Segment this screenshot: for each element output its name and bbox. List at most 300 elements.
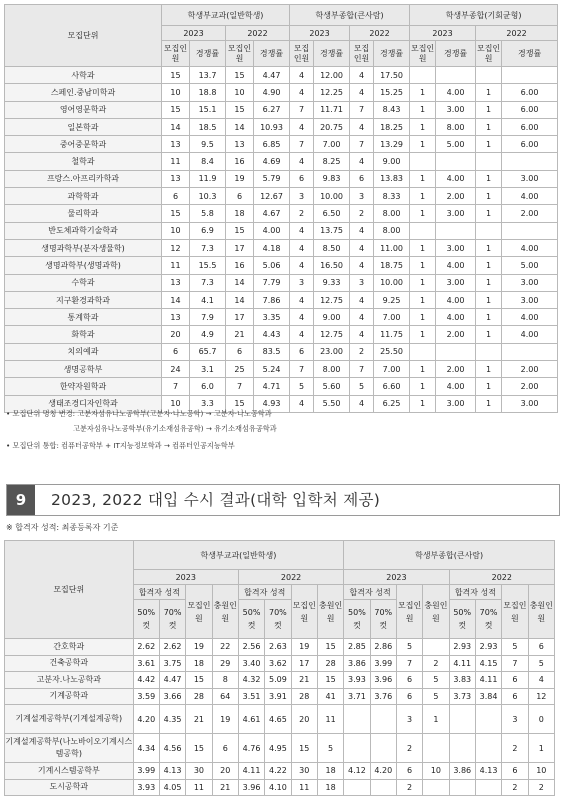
group-header: 학생부교과(일반학생) [162,5,290,26]
p70-header: 70%컷 [159,600,185,639]
table-cell: 1 [476,309,502,326]
table-cell [436,153,476,170]
table-cell: 14 [226,274,254,291]
table-cell: 1 [410,378,436,395]
table-cell: 4.00 [254,222,290,239]
table-row [5,170,558,187]
table-cell: 15 [162,205,190,222]
table-cell [410,222,436,239]
table-cell [449,779,475,796]
table-cell: 6.00 [502,136,558,153]
mojip-header: 모집인원 [396,585,422,639]
unit-name: 한약자원학과 [5,378,162,395]
table-cell: 15.1 [190,101,226,118]
score-header: 합격자 성적 [133,585,186,600]
table-cell: 1 [476,395,502,412]
table-cell: 2.56 [238,639,264,656]
table-cell: 4.47 [254,67,290,84]
unit-name: 물리학과 [5,205,162,222]
table-row [5,205,558,222]
table-cell: 28 [186,688,212,705]
table-cell: 1 [476,136,502,153]
table-cell: 1 [410,257,436,274]
table-row [5,779,555,796]
table-cell: 3.51 [238,688,264,705]
table-cell: 2.00 [502,361,558,378]
table-cell: 3.00 [436,205,476,222]
table-cell: 3.00 [436,395,476,412]
table-cell: 4.11 [238,763,264,780]
table-cell: 18.8 [190,84,226,101]
table-cell [449,705,475,734]
table-cell: 19 [186,639,212,656]
table-cell: 18.75 [374,257,410,274]
table-cell: 11.71 [314,101,350,118]
table-row [5,309,558,326]
table-cell: 7 [226,378,254,395]
table-cell: 64 [212,688,238,705]
p50-header: 50%컷 [449,600,475,639]
table-cell: 3.00 [502,395,558,412]
score-header: 합격자 성적 [344,585,397,600]
table-cell: 12 [528,688,554,705]
table-cell: 3.99 [370,655,396,672]
table-cell: 5 [396,639,422,656]
table-cell: 3.00 [502,291,558,308]
table-cell: 13 [162,170,190,187]
table-cell: 19 [291,639,317,656]
table-cell: 4.65 [265,705,291,734]
table-cell: 1 [410,118,436,135]
table-cell: 7.79 [254,274,290,291]
table-cell: 21 [291,672,317,689]
table-cell: 11 [317,705,343,734]
table-cell: 8.00 [436,118,476,135]
table-cell: 8.00 [374,222,410,239]
mojip-header: 모집인원 [350,41,374,67]
year-header: 2023 [290,26,350,41]
table-cell: 7.00 [314,136,350,153]
table-cell: 3.96 [238,779,264,796]
table-cell: 15 [226,101,254,118]
table-cell: 9.25 [374,291,410,308]
p70-header: 70%컷 [265,600,291,639]
table-cell [475,779,501,796]
table-cell: 3.83 [449,672,475,689]
table-cell: 7.3 [190,239,226,256]
table-cell: 2 [350,343,374,360]
table-cell: 4 [350,257,374,274]
table-cell: 4.00 [502,326,558,343]
table-cell: 15 [162,67,190,84]
table-cell [502,67,558,84]
table-cell: 6 [212,734,238,763]
table-cell: 5 [502,639,528,656]
table-cell: 7 [162,378,190,395]
table-cell: 9.5 [190,136,226,153]
year-header: 2023 [133,570,238,585]
table-cell: 6 [290,343,314,360]
table-cell: 3.93 [133,779,159,796]
table-cell: 3.91 [265,688,291,705]
table-cell: 4 [290,84,314,101]
table-cell: 6 [502,672,528,689]
table-cell: 13.75 [314,222,350,239]
unit-name: 통계학과 [5,309,162,326]
table-cell: 14 [226,118,254,135]
table-cell [502,343,558,360]
table-cell: 6.00 [502,118,558,135]
table-cell: 1 [410,326,436,343]
table-cell: 2.00 [502,205,558,222]
table-cell [475,705,501,734]
table-cell: 2.62 [133,639,159,656]
table-cell: 18 [317,779,343,796]
subtitle: ※ 합격자 성적: 최종등록자 기준 [6,523,119,532]
table-cell: 29 [212,655,238,672]
table-cell: 4.00 [436,257,476,274]
table-cell [410,153,436,170]
table-cell: 4.56 [159,734,185,763]
table-row [5,361,558,378]
table-cell: 4.22 [265,763,291,780]
table-cell: 1 [476,101,502,118]
score-header: 합격자 성적 [449,585,502,600]
table-cell: 12 [162,239,190,256]
table-cell: 13 [162,136,190,153]
year-header: 2022 [350,26,410,41]
table-cell: 3.93 [344,672,370,689]
chungwon-header: 충원인원 [528,585,554,639]
unit-header: 모집단위 [5,5,162,67]
table-cell: 8.00 [374,205,410,222]
p70-header: 70%컷 [370,600,396,639]
table-cell: 1 [410,309,436,326]
table-cell: 6 [290,170,314,187]
group-header: 학생부종합(기회균형) [410,5,558,26]
mojip-header: 모집인원 [186,585,212,639]
table-cell: 30 [291,763,317,780]
table-cell: 10.93 [254,118,290,135]
table-cell: 2.63 [265,639,291,656]
table-cell: 2.00 [502,378,558,395]
table-cell: 7.3 [190,274,226,291]
table-cell: 10 [162,84,190,101]
mojip-header: 모집인원 [476,41,502,67]
table-row [5,136,558,153]
table-cell: 17.50 [374,67,410,84]
year-header: 2023 [410,26,476,41]
table-cell: 1 [476,205,502,222]
table-cell: 9.00 [314,309,350,326]
table-cell: 3.1 [190,361,226,378]
table-cell: 25.50 [374,343,410,360]
unit-name: 기계공학과 [5,688,134,705]
table-row [5,343,558,360]
p70-header: 70%컷 [475,600,501,639]
mojip-header: 모집인원 [410,41,436,67]
table-cell: 4 [290,153,314,170]
table-cell: 2.86 [370,639,396,656]
table-cell: 4.20 [133,705,159,734]
table-cell: 12.67 [254,188,290,205]
table-cell: 4 [350,309,374,326]
table-row [5,153,558,170]
table-cell: 15 [317,672,343,689]
table-cell: 3.66 [159,688,185,705]
table-cell: 4 [350,239,374,256]
note-merge: • 모집단위 통합: 컴퓨터공학부 + IT지능정보학과 → 컴퓨터인공지능학부 [6,441,235,450]
table-row [5,257,558,274]
table-cell: 12.75 [314,291,350,308]
table-row [5,763,555,780]
table-cell: 1 [410,101,436,118]
section-title: 2023, 2022 대입 수시 결과(대학 입학처 제공) [51,491,381,509]
table-cell: 4.00 [502,239,558,256]
table-cell: 4.00 [436,291,476,308]
table-cell: 6 [226,188,254,205]
table-cell: 4.47 [159,672,185,689]
table-cell: 5.8 [190,205,226,222]
unit-name: 기계설계공학부(기계설계공학) [5,705,134,734]
chungwon-header: 충원인원 [317,585,343,639]
unit-header: 모집단위 [5,541,134,639]
year-header: 2023 [344,570,449,585]
table-cell [436,343,476,360]
table-row [5,67,558,84]
table-cell: 13.7 [190,67,226,84]
table-cell: 3.00 [436,101,476,118]
table-cell: 9.00 [374,153,410,170]
table-cell: 17 [226,309,254,326]
table-cell: 4.67 [254,205,290,222]
table-cell: 4.20 [370,763,396,780]
table-cell: 4.9 [190,326,226,343]
table-cell: 4 [290,67,314,84]
table-cell: 12.75 [314,326,350,343]
unit-name: 간호학과 [5,639,134,656]
table-cell: 7 [290,361,314,378]
table-cell: 15 [162,101,190,118]
table-cell: 13 [162,274,190,291]
table-cell: 6.60 [374,378,410,395]
table-cell: 5 [423,672,449,689]
group-header: 학생부종합(큰사람) [290,5,410,26]
table-cell: 4 [290,257,314,274]
mojip-header: 모집인원 [226,41,254,67]
table-cell: 6 [350,170,374,187]
table-cell: 9.33 [314,274,350,291]
table-cell: 4.95 [265,734,291,763]
table-cell [476,343,502,360]
table-cell [502,153,558,170]
table-cell: 7.00 [374,309,410,326]
mojip-header: 모집인원 [291,585,317,639]
table-cell: 1 [410,395,436,412]
table-cell: 10 [423,763,449,780]
table-cell: 10 [162,395,190,412]
mojip-header: 모집인원 [162,41,190,67]
table-cell: 6.25 [374,395,410,412]
table-cell: 16 [226,257,254,274]
table-cell: 2 [350,205,374,222]
table-cell: 5 [290,378,314,395]
table-cell: 3.3 [190,395,226,412]
table-cell [475,734,501,763]
table-cell: 13 [162,309,190,326]
table-cell: 1 [410,84,436,101]
table-cell: 6 [162,343,190,360]
table-cell: 11.00 [374,239,410,256]
table-cell: 4.10 [265,779,291,796]
table-cell: 3 [290,274,314,291]
table-cell: 4.11 [449,655,475,672]
table-cell: 3.71 [344,688,370,705]
table-cell: 5 [423,688,449,705]
table-cell: 13 [226,136,254,153]
table-cell: 6 [502,688,528,705]
table-cell: 8.33 [374,188,410,205]
table-cell: 4 [290,395,314,412]
table-cell: 6 [396,763,422,780]
table-cell: 1 [476,274,502,291]
table-cell: 41 [317,688,343,705]
table-cell: 13.83 [374,170,410,187]
table-cell: 11 [291,779,317,796]
table-cell: 15 [226,222,254,239]
group-header: 학생부교과(일반학생) [133,541,344,570]
table-cell: 1 [476,118,502,135]
table-cell: 4 [350,395,374,412]
unit-name: 프랑스.아프리카학과 [5,170,162,187]
table-cell: 4.1 [190,291,226,308]
table-row [5,188,558,205]
table-row [5,274,558,291]
unit-name: 고분자.나노공학과 [5,672,134,689]
table-cell: 15.5 [190,257,226,274]
table-cell: 13.29 [374,136,410,153]
unit-name: 화학과 [5,326,162,343]
unit-name: 치의예과 [5,343,162,360]
table-cell: 1 [410,274,436,291]
table-cell [344,734,370,763]
unit-name: 영어영문학과 [5,101,162,118]
table-cell: 24 [162,361,190,378]
table-cell: 8.00 [314,361,350,378]
table-cell: 5 [528,655,554,672]
table-cell: 83.5 [254,343,290,360]
unit-name: 생태조경디자인학과 [5,395,162,412]
table-cell: 4.00 [436,309,476,326]
table-cell: 3.00 [436,274,476,291]
table-cell: 8.25 [314,153,350,170]
table-cell: 4.69 [254,153,290,170]
table-cell: 2.00 [436,326,476,343]
table-cell: 8.43 [374,101,410,118]
table-cell: 2 [502,779,528,796]
table-cell: 11.75 [374,326,410,343]
table-cell: 2 [396,779,422,796]
table-cell: 4.90 [254,84,290,101]
p50-header: 50%컷 [238,600,264,639]
unit-name: 철학과 [5,153,162,170]
table-cell: 3.75 [159,655,185,672]
table-cell: 3.00 [436,239,476,256]
table-cell: 1 [476,326,502,343]
section-banner [6,484,560,516]
table-cell: 5 [350,378,374,395]
table-cell: 2.00 [436,188,476,205]
table-cell: 3.86 [449,763,475,780]
table-row [5,688,555,705]
year-header: 2022 [476,26,558,41]
table-cell [436,67,476,84]
table-cell: 14 [162,118,190,135]
table-cell: 21 [226,326,254,343]
table-cell: 5.60 [314,378,350,395]
group-header: 학생부종합(큰사람) [344,541,555,570]
section-number: 9 [7,485,35,515]
p50-header: 50%컷 [344,600,370,639]
table-cell: 4 [528,672,554,689]
table-cell: 15 [226,67,254,84]
table-cell [423,734,449,763]
table-cell: 4 [290,326,314,343]
table-cell: 1 [476,239,502,256]
table-cell: 3.59 [133,688,159,705]
table-cell: 6.9 [190,222,226,239]
table-cell: 14 [162,291,190,308]
table-cell: 5 [317,734,343,763]
table-cell: 1 [476,170,502,187]
table-cell: 3.73 [449,688,475,705]
table-cell: 4.00 [436,170,476,187]
table-cell: 16.50 [314,257,350,274]
table-cell: 20 [291,705,317,734]
table-cell: 2 [396,734,422,763]
table-cell: 3.35 [254,309,290,326]
table-cell: 7 [290,101,314,118]
table-row [5,118,558,135]
year-header: 2022 [226,26,290,41]
table-cell: 6 [396,672,422,689]
table-cell: 4.00 [502,309,558,326]
table-cell: 3.76 [370,688,396,705]
table-cell: 18 [317,763,343,780]
table-cell [476,67,502,84]
table-cell: 6 [528,639,554,656]
table-cell: 4.15 [475,655,501,672]
table-cell: 25 [226,361,254,378]
unit-name: 생명공학부 [5,361,162,378]
mojip-header: 모집인원 [290,41,314,67]
table-row [5,326,558,343]
table-cell: 6.00 [502,101,558,118]
unit-name: 도시공학과 [5,779,134,796]
table-row [5,734,555,763]
table-cell: 4 [350,118,374,135]
note-rename: • 모집단위 명칭 변경: 고분자섬유나노공학부(고분자·나노공학) → 고분자·나노공학과 [6,409,272,418]
table-cell: 19 [212,705,238,734]
table-cell: 4.18 [254,239,290,256]
table-cell: 21 [212,779,238,796]
table-cell: 3.96 [370,672,396,689]
mojip-header: 모집인원 [502,585,528,639]
table-cell [410,343,436,360]
table-cell: 2 [290,205,314,222]
table-cell: 18 [226,205,254,222]
table-cell: 4.42 [133,672,159,689]
